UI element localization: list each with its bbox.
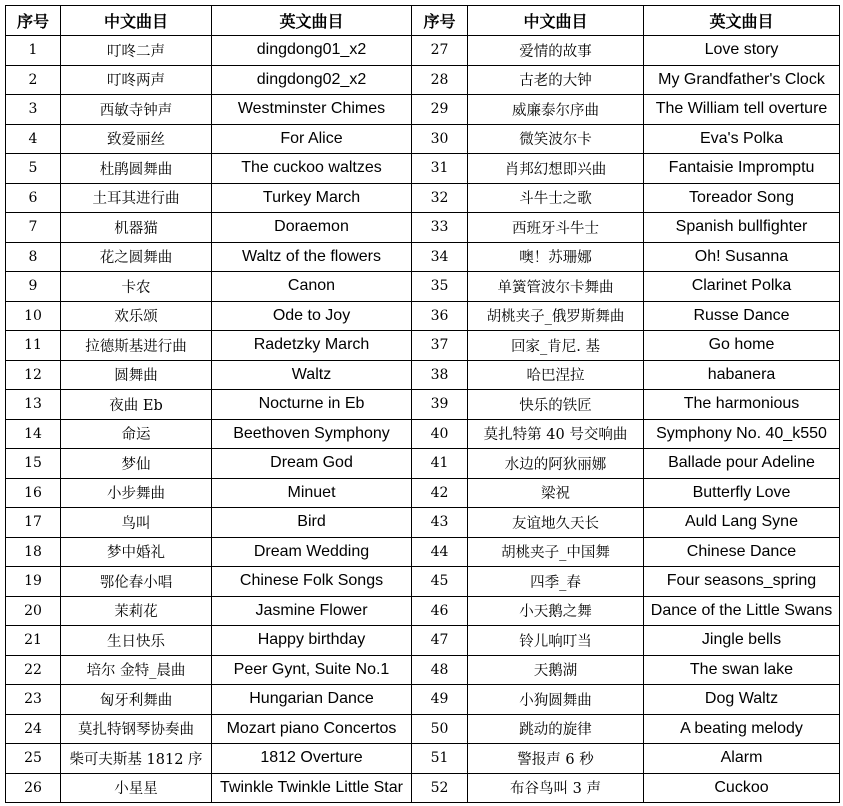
english-title-cell: Love story	[644, 36, 840, 66]
chinese-title-cell: 小天鹅之舞	[468, 596, 644, 626]
english-title-cell: Auld Lang Syne	[644, 508, 840, 538]
song-number-cell: 25	[6, 744, 61, 774]
chinese-title-cell: 水边的阿狄丽娜	[468, 449, 644, 479]
song-number-cell: 15	[6, 449, 61, 479]
english-title-cell: The William tell overture	[644, 95, 840, 125]
song-number-cell: 14	[6, 419, 61, 449]
chinese-title-cell: 茉莉花	[61, 596, 212, 626]
table-row	[6, 508, 840, 538]
english-title-cell: Dream Wedding	[212, 537, 412, 567]
table-row	[6, 390, 840, 420]
song-number-cell: 16	[6, 478, 61, 508]
chinese-title-cell: 叮咚二声	[61, 36, 212, 66]
english-title-cell: Hungarian Dance	[212, 685, 412, 715]
english-title-cell: Chinese Folk Songs	[212, 567, 412, 597]
english-title-cell: Dog Waltz	[644, 685, 840, 715]
table-body	[6, 36, 840, 803]
english-title-cell: For Alice	[212, 124, 412, 154]
chinese-title-cell: 警报声 6 秒	[468, 744, 644, 774]
english-title-cell: Jasmine Flower	[212, 596, 412, 626]
english-title-cell: Russe Dance	[644, 301, 840, 331]
song-number-cell: 46	[412, 596, 468, 626]
english-title-cell: Waltz	[212, 360, 412, 390]
english-title-cell: Waltz of the flowers	[212, 242, 412, 272]
song-number-cell: 41	[412, 449, 468, 479]
song-number-cell: 26	[6, 773, 61, 803]
song-number-cell: 50	[412, 714, 468, 744]
header-row	[6, 6, 840, 36]
header-english-title: 英文曲目	[644, 6, 840, 36]
chinese-title-cell: 跳动的旋律	[468, 714, 644, 744]
table-row	[6, 360, 840, 390]
chinese-title-cell: 友谊地久天长	[468, 508, 644, 538]
chinese-title-cell: 回家_肯尼. 基	[468, 331, 644, 361]
chinese-title-cell: 胡桃夹子_俄罗斯舞曲	[468, 301, 644, 331]
song-number-cell: 22	[6, 655, 61, 685]
english-title-cell: My Grandfather's Clock	[644, 65, 840, 95]
table-row	[6, 567, 840, 597]
chinese-title-cell: 梁祝	[468, 478, 644, 508]
song-number-cell: 35	[412, 272, 468, 302]
chinese-title-cell: 梦中婚礼	[61, 537, 212, 567]
chinese-title-cell: 肖邦幻想即兴曲	[468, 154, 644, 184]
song-number-cell: 42	[412, 478, 468, 508]
english-title-cell: The cuckoo waltzes	[212, 154, 412, 184]
chinese-title-cell: 机器猫	[61, 213, 212, 243]
song-number-cell: 27	[412, 36, 468, 66]
chinese-title-cell: 梦仙	[61, 449, 212, 479]
song-number-cell: 10	[6, 301, 61, 331]
table-row	[6, 449, 840, 479]
song-number-cell: 31	[412, 154, 468, 184]
song-number-cell: 4	[6, 124, 61, 154]
song-number-cell: 17	[6, 508, 61, 538]
chinese-title-cell: 西敏寺钟声	[61, 95, 212, 125]
chinese-title-cell: 斗牛士之歌	[468, 183, 644, 213]
english-title-cell: Dream God	[212, 449, 412, 479]
chinese-title-cell: 哈巴涅拉	[468, 360, 644, 390]
song-number-cell: 52	[412, 773, 468, 803]
chinese-title-cell: 天鹅湖	[468, 655, 644, 685]
table-row	[6, 655, 840, 685]
table-row	[6, 478, 840, 508]
english-title-cell: Minuet	[212, 478, 412, 508]
header-chinese-title: 中文曲目	[61, 6, 212, 36]
english-title-cell: Symphony No. 40_k550	[644, 419, 840, 449]
english-title-cell: Four seasons_spring	[644, 567, 840, 597]
header-english-title: 英文曲目	[212, 6, 412, 36]
song-number-cell: 3	[6, 95, 61, 125]
song-number-cell: 7	[6, 213, 61, 243]
english-title-cell: Eva's Polka	[644, 124, 840, 154]
song-number-cell: 36	[412, 301, 468, 331]
table-row	[6, 773, 840, 803]
english-title-cell: Fantaisie Impromptu	[644, 154, 840, 184]
table-row	[6, 714, 840, 744]
chinese-title-cell: 致爱丽丝	[61, 124, 212, 154]
english-title-cell: Turkey March	[212, 183, 412, 213]
english-title-cell: A beating melody	[644, 714, 840, 744]
header-chinese-title: 中文曲目	[468, 6, 644, 36]
song-number-cell: 2	[6, 65, 61, 95]
song-list-table	[5, 5, 840, 803]
english-title-cell: Jingle bells	[644, 626, 840, 656]
english-title-cell: Go home	[644, 331, 840, 361]
song-number-cell: 9	[6, 272, 61, 302]
english-title-cell: Butterfly Love	[644, 478, 840, 508]
chinese-title-cell: 布谷鸟叫 3 声	[468, 773, 644, 803]
chinese-title-cell: 莫扎特第 40 号交响曲	[468, 419, 644, 449]
chinese-title-cell: 花之圆舞曲	[61, 242, 212, 272]
table-row	[6, 36, 840, 66]
chinese-title-cell: 单簧管波尔卡舞曲	[468, 272, 644, 302]
english-title-cell: Ballade pour Adeline	[644, 449, 840, 479]
chinese-title-cell: 柴可夫斯基 1812 序	[61, 744, 212, 774]
english-title-cell: Toreador Song	[644, 183, 840, 213]
song-number-cell: 19	[6, 567, 61, 597]
table-row	[6, 213, 840, 243]
chinese-title-cell: 匈牙利舞曲	[61, 685, 212, 715]
song-number-cell: 40	[412, 419, 468, 449]
chinese-title-cell: 拉德斯基进行曲	[61, 331, 212, 361]
chinese-title-cell: 快乐的铁匠	[468, 390, 644, 420]
english-title-cell: Peer Gynt, Suite No.1	[212, 655, 412, 685]
chinese-title-cell: 夜曲 Eb	[61, 390, 212, 420]
table-row	[6, 154, 840, 184]
song-number-cell: 47	[412, 626, 468, 656]
table-row	[6, 124, 840, 154]
chinese-title-cell: 生日快乐	[61, 626, 212, 656]
english-title-cell: 1812 Overture	[212, 744, 412, 774]
song-number-cell: 8	[6, 242, 61, 272]
chinese-title-cell: 莫扎特钢琴协奏曲	[61, 714, 212, 744]
english-title-cell: dingdong02_x2	[212, 65, 412, 95]
table-row	[6, 626, 840, 656]
song-number-cell: 11	[6, 331, 61, 361]
chinese-title-cell: 小星星	[61, 773, 212, 803]
song-number-cell: 20	[6, 596, 61, 626]
chinese-title-cell: 古老的大钟	[468, 65, 644, 95]
song-number-cell: 51	[412, 744, 468, 774]
song-number-cell: 49	[412, 685, 468, 715]
chinese-title-cell: 小步舞曲	[61, 478, 212, 508]
table-row	[6, 537, 840, 567]
chinese-title-cell: 鸟叫	[61, 508, 212, 538]
chinese-title-cell: 叮咚两声	[61, 65, 212, 95]
chinese-title-cell: 胡桃夹子_中国舞	[468, 537, 644, 567]
song-number-cell: 39	[412, 390, 468, 420]
song-number-cell: 34	[412, 242, 468, 272]
chinese-title-cell: 四季_春	[468, 567, 644, 597]
english-title-cell: Alarm	[644, 744, 840, 774]
english-title-cell: The harmonious	[644, 390, 840, 420]
english-title-cell: Doraemon	[212, 213, 412, 243]
song-number-cell: 21	[6, 626, 61, 656]
table-row	[6, 596, 840, 626]
english-title-cell: Canon	[212, 272, 412, 302]
chinese-title-cell: 圆舞曲	[61, 360, 212, 390]
song-number-cell: 37	[412, 331, 468, 361]
header-number: 序号	[412, 6, 468, 36]
song-number-cell: 45	[412, 567, 468, 597]
song-number-cell: 24	[6, 714, 61, 744]
english-title-cell: habanera	[644, 360, 840, 390]
table-header	[6, 6, 840, 36]
chinese-title-cell: 欢乐颂	[61, 301, 212, 331]
chinese-title-cell: 培尔 金特_晨曲	[61, 655, 212, 685]
table-row	[6, 65, 840, 95]
english-title-cell: Chinese Dance	[644, 537, 840, 567]
chinese-title-cell: 铃儿响叮当	[468, 626, 644, 656]
table-row	[6, 419, 840, 449]
english-title-cell: Nocturne in Eb	[212, 390, 412, 420]
english-title-cell: Bird	[212, 508, 412, 538]
song-number-cell: 12	[6, 360, 61, 390]
english-title-cell: Dance of the Little Swans	[644, 596, 840, 626]
english-title-cell: Mozart piano Concertos	[212, 714, 412, 744]
chinese-title-cell: 土耳其进行曲	[61, 183, 212, 213]
table-row	[6, 685, 840, 715]
song-number-cell: 6	[6, 183, 61, 213]
chinese-title-cell: 微笑波尔卡	[468, 124, 644, 154]
table-row	[6, 272, 840, 302]
song-number-cell: 29	[412, 95, 468, 125]
song-number-cell: 1	[6, 36, 61, 66]
english-title-cell: The swan lake	[644, 655, 840, 685]
english-title-cell: Oh! Susanna	[644, 242, 840, 272]
table-row	[6, 744, 840, 774]
header-number: 序号	[6, 6, 61, 36]
table-row	[6, 301, 840, 331]
english-title-cell: Ode to Joy	[212, 301, 412, 331]
english-title-cell: Beethoven Symphony	[212, 419, 412, 449]
chinese-title-cell: 威廉泰尔序曲	[468, 95, 644, 125]
table-row	[6, 95, 840, 125]
chinese-title-cell: 鄂伦春小唱	[61, 567, 212, 597]
song-number-cell: 33	[412, 213, 468, 243]
english-title-cell: Cuckoo	[644, 773, 840, 803]
chinese-title-cell: 噢！苏珊娜	[468, 242, 644, 272]
english-title-cell: dingdong01_x2	[212, 36, 412, 66]
chinese-title-cell: 爱情的故事	[468, 36, 644, 66]
english-title-cell: Radetzky March	[212, 331, 412, 361]
english-title-cell: Twinkle Twinkle Little Star	[212, 773, 412, 803]
table-row	[6, 331, 840, 361]
english-title-cell: Spanish bullfighter	[644, 213, 840, 243]
english-title-cell: Happy birthday	[212, 626, 412, 656]
chinese-title-cell: 西班牙斗牛士	[468, 213, 644, 243]
song-number-cell: 18	[6, 537, 61, 567]
song-number-cell: 38	[412, 360, 468, 390]
song-number-cell: 32	[412, 183, 468, 213]
song-number-cell: 13	[6, 390, 61, 420]
song-number-cell: 5	[6, 154, 61, 184]
song-number-cell: 48	[412, 655, 468, 685]
song-number-cell: 28	[412, 65, 468, 95]
song-number-cell: 30	[412, 124, 468, 154]
song-number-cell: 23	[6, 685, 61, 715]
table-row	[6, 183, 840, 213]
chinese-title-cell: 命运	[61, 419, 212, 449]
chinese-title-cell: 卡农	[61, 272, 212, 302]
chinese-title-cell: 杜鹃圆舞曲	[61, 154, 212, 184]
chinese-title-cell: 小狗圆舞曲	[468, 685, 644, 715]
song-number-cell: 43	[412, 508, 468, 538]
english-title-cell: Clarinet Polka	[644, 272, 840, 302]
table-row	[6, 242, 840, 272]
song-number-cell: 44	[412, 537, 468, 567]
english-title-cell: Westminster Chimes	[212, 95, 412, 125]
